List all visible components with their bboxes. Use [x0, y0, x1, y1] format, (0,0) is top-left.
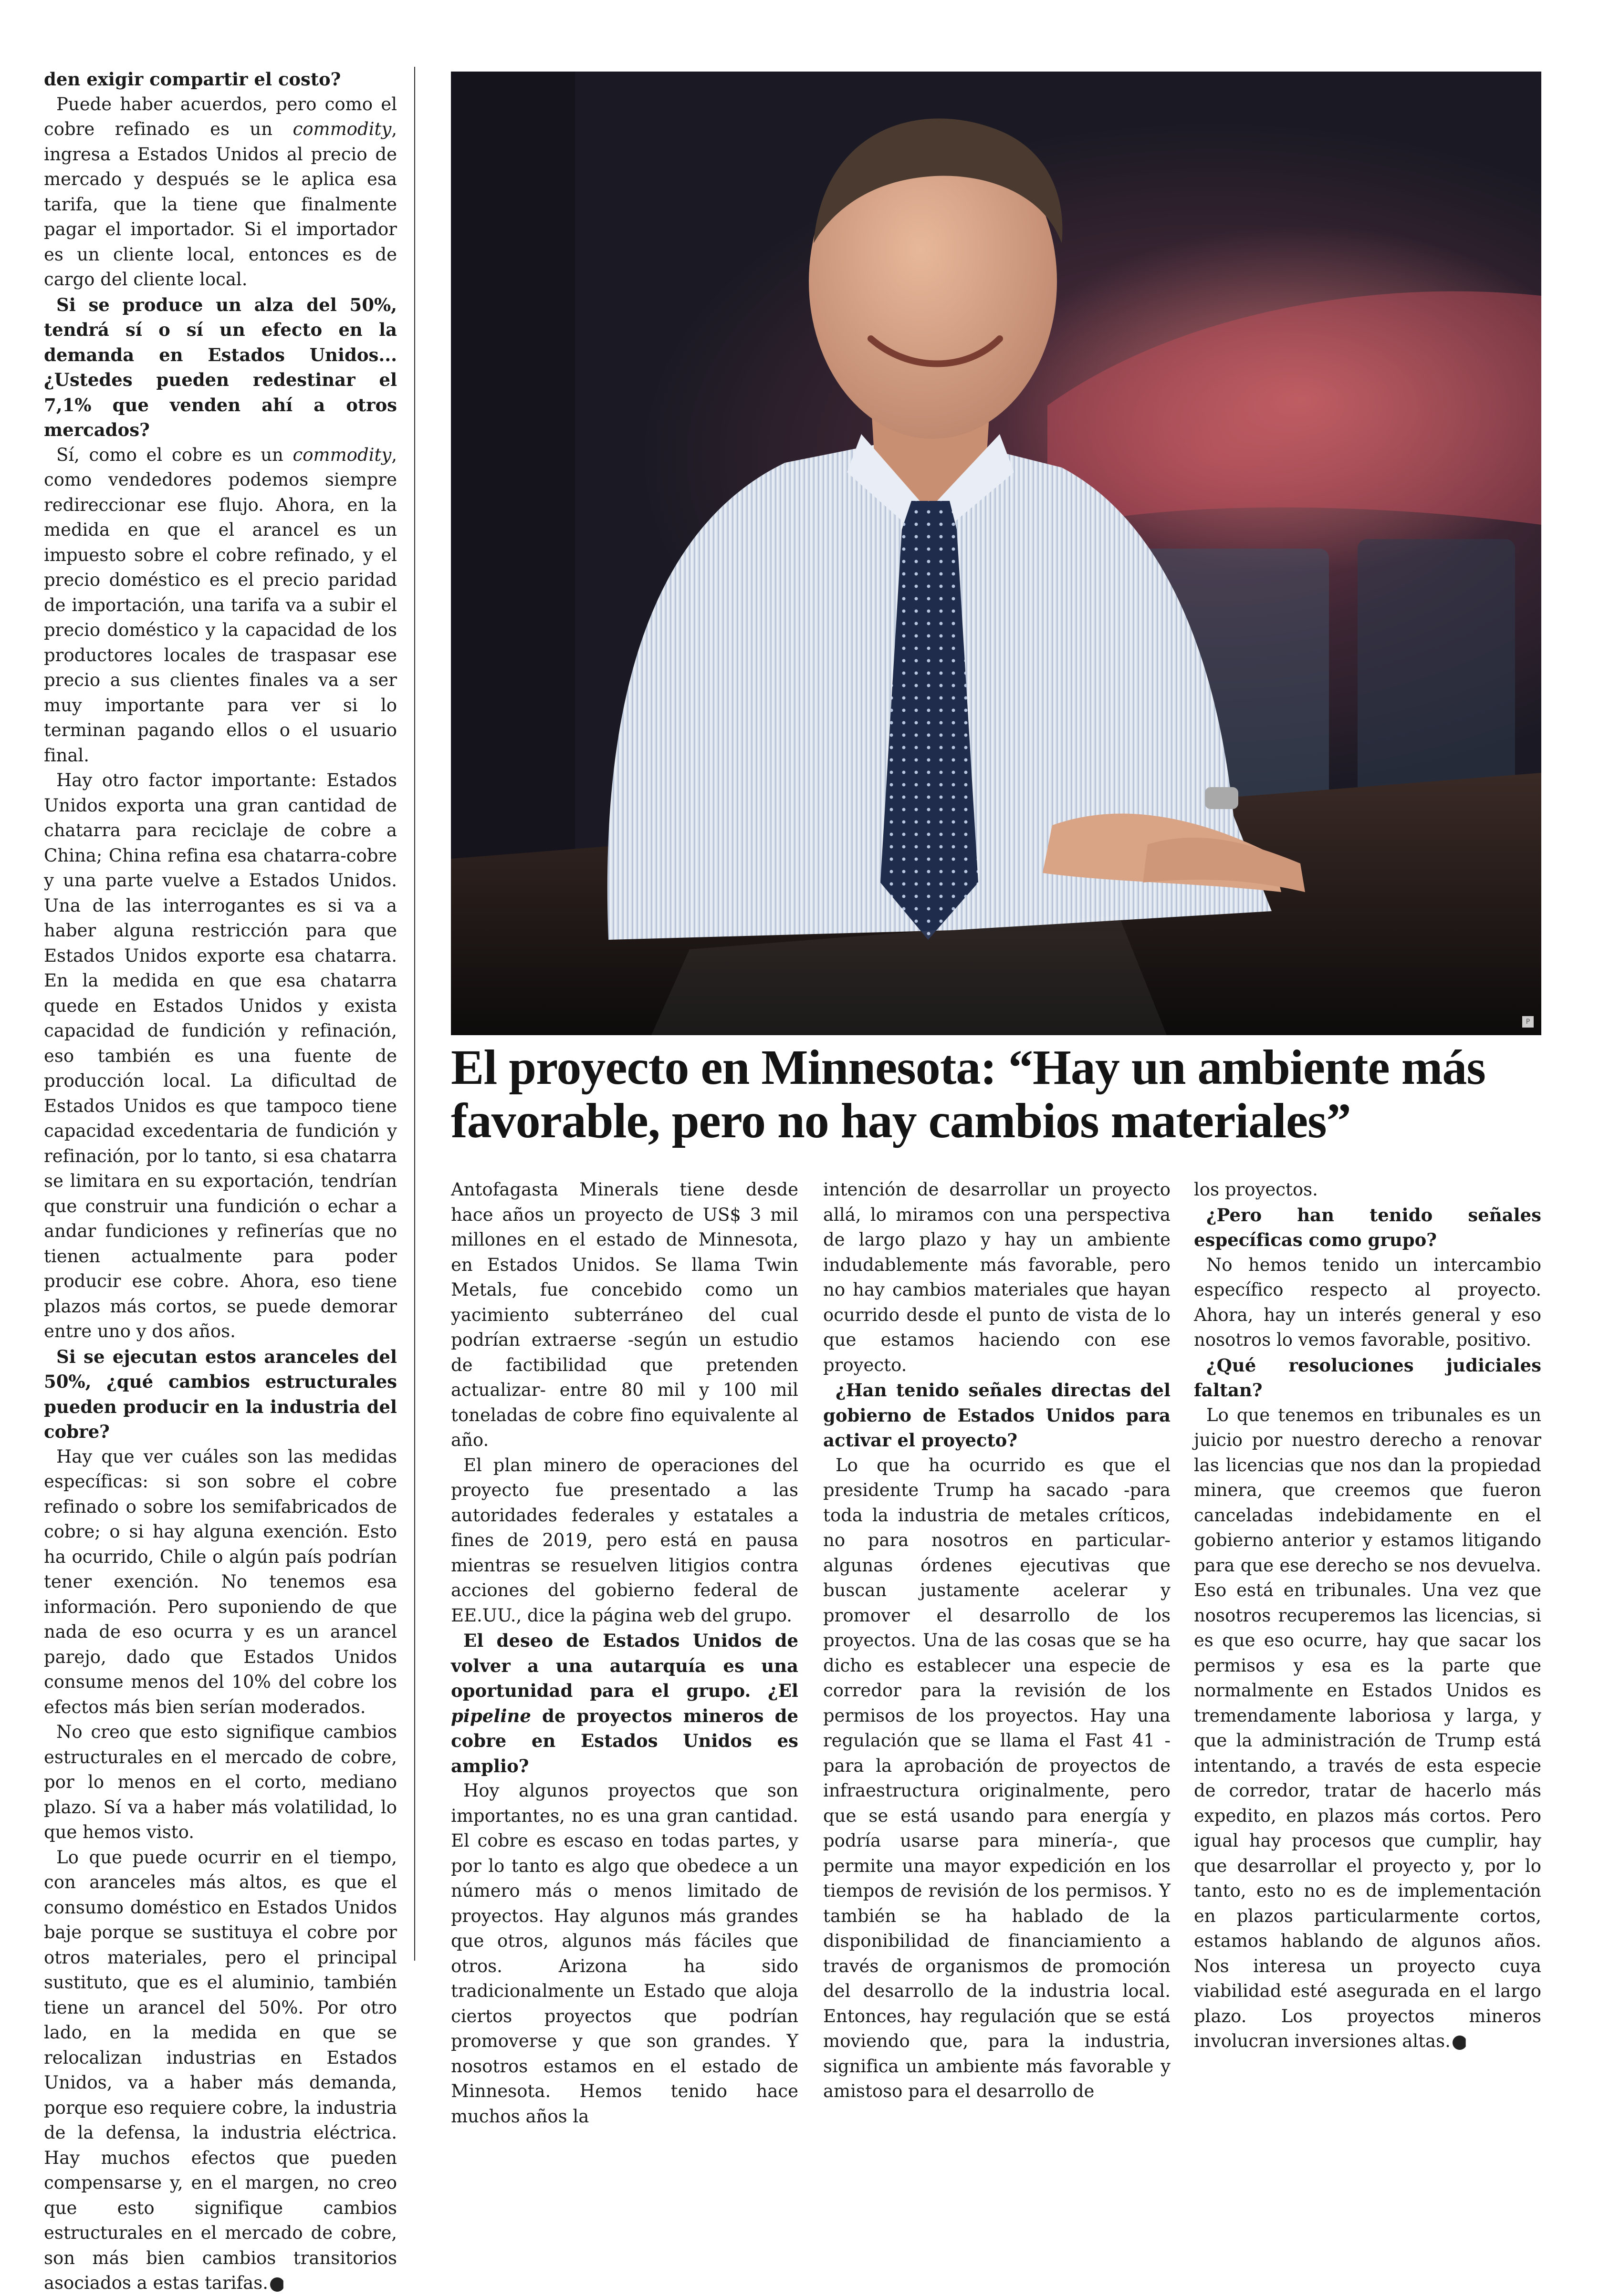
text-run: , como vendedores podemos siempre redireccionar ese flujo. Ahora, en la medida en que el arancel es un impuesto sobre el cobre refinado, y el precio doméstico es el precio paridad de importación, una tarifa va a subir el precio doméstico y la capacidad de los productores locales de traspasar ese precio a sus clientes finales va a ser muy importante para ver si lo terminan pagando ellos o el usuario final.: [44, 444, 397, 766]
text-run: Antofagasta Minerals tiene desde hace años un proyecto de US$ 3 mil millones en el estado de Minnesota, en Estados Unidos. Se llama Twin Metals, fue concebido como un yacimiento subterráneo del cual podrían extraerse -según un estudio de factibilidad que pretenden actualizar- entre 80 mil y 100 mil toneladas de cobre fino equivalente al año.: [451, 1179, 798, 1450]
interview-column-left: [44, 67, 397, 2296]
photo-credit-mark: P: [1522, 1016, 1534, 1028]
interview-question: [44, 292, 397, 443]
article-headline: El proyecto en Minnesota: “Hay un ambiente más favorable, pero no hay cambios materiales”: [451, 1040, 1485, 1148]
question-text: Si se ejecutan estos aranceles del 50%, ¿qué cambios estructurales pueden producir en la industria del cobre?: [44, 1346, 397, 1442]
text-run: Hay otro factor importante: Estados Unidos exporta una gran cantidad de chatarra para reciclaje de cobre a China; China refina esa chatarra-cobre y una parte vuelve a Estados Unidos. Una de las interrogantes es si va a haber alguna restricción para que Estados Unidos exporte esa chatarra. En la medida en que esa chatarra quede en Estados Unidos y exista capacidad de fundición y refinación, eso también es una fuente de producción local. La dificultad de Estados Unidos es que tampoco tiene capacidad excedentaria de fundición y refinación, por lo tanto, si esa chatarra se limitara en su exportación, tendrían que construir una fundición o echar a andar fundiciones y refinerías que no tienen actualmente para poder producir ese cobre. Ahora, eso tiene plazos más cortos, se puede demorar entre uno y dos años.: [44, 770, 397, 1341]
text-run: El plan minero de operaciones del proyecto fue presentado a las autoridades federales y estatales a fines de 2019, pero está en pausa mientras se resuelven litigios contra acciones del gobierno federal de EE.UU., dice la página web del grupo.: [451, 1454, 798, 1626]
interview-answer: [1194, 1253, 1541, 1353]
interview-answer: [823, 1177, 1171, 1378]
interview-question: [44, 1344, 397, 1444]
interview-answer: [451, 1453, 798, 1629]
article-end-icon: P: [270, 2277, 284, 2292]
italic-term: pipeline: [451, 1705, 531, 1726]
question-text: ¿Qué resoluciones judiciales faltan?: [1194, 1354, 1541, 1401]
italic-term: commodity: [293, 119, 392, 139]
text-run: No creo que esto signifique cambios estructurales en el mercado de cobre, por lo menos en el corto, mediano plazo. Sí va a haber más volatilidad, lo que hemos visto.: [44, 1722, 397, 1842]
article-column-4: [1194, 1177, 1541, 2054]
text-run: Lo que ha ocurrido es que el presidente Trump ha sacado -para toda la industria de metales críticos, no para nosotros en particular- algunas órdenes ejecutivas que buscan justamente acelerar y promover el desarrollo de los proyectos. Una de las cosas que se ha dicho es establecer una especie de corredor para la revisión de los permisos de los proyectos. Hay una regulación que se llama el Fast 41 -para la aprobación de proyectos de infraestructura originalmente, pero que se está usando para energía y podría usarse para minería-, que permite una mayor expedición en los tiempos de revisión de los permisos. Y también se ha hablado de la disponibilidad de financiamiento a través de organismos de promoción del desarrollo de la industria local. Entonces, hay regulación que se está moviendo que, para la industria, significa un ambiente más favorable y amistoso para el desarrollo de: [823, 1454, 1171, 2101]
question-text: ¿Pero han tenido señales específicas como grupo?: [1194, 1204, 1541, 1250]
text-run: No hemos tenido un intercambio específico respecto al proyecto. Ahora, hay un interés general y eso nosotros lo vemos favorable, positivo.: [1194, 1254, 1541, 1350]
interview-answer: [1194, 1177, 1541, 1203]
italic-term: commodity: [293, 444, 392, 465]
text-run: El deseo de Estados Unidos de volver a una autarquía es una oportunidad para el grupo. ¿El: [451, 1630, 798, 1701]
text-run: Puede haber acuerdos, pero como el cobre refinado es un: [44, 94, 397, 139]
interview-answer: [44, 443, 397, 769]
question-text: den exigir compartir el costo?: [44, 69, 341, 90]
text-run: Lo que puede ocurrir en el tiempo, con aranceles más altos, es que el consumo doméstico en Estados Unidos baje porque se sustituya el cobre por otros materiales, pero el principal sustituto, que es el aluminio, también tiene un arancel del 50%. Por otro lado, en la medida en que se relocalizan industrias en Estados Unidos, va a haber más demanda, porque eso requiere cobre, la industria de la defensa, la industria eléctrica. Hay muchos efectos que pueden compensarse y, en el margen, no creo que esto signifique cambios estructurales en el mercado de cobre, son más bien cambios transitorios asociados a estas tarifas.: [44, 1847, 397, 2293]
column-divider: [414, 67, 415, 1961]
text-run: Hoy algunos proyectos que son importantes, no es una gran cantidad. El cobre es escaso en todas partes, y por lo tanto es algo que obedece a un número más o menos limitado de proyectos. Hay algunos más grandes que otros, algunos más fáciles que otros. Arizona ha sido tradicionalmente un Estado que aloja ciertos proyectos que podrían promoverse y que son grandes. Y nosotros estamos en el estado de Minnesota. Hemos tenido hace muchos años la: [451, 1780, 798, 2127]
interview-answer: [44, 1444, 397, 1720]
interview-answer: [451, 1778, 798, 2129]
interview-answer: [451, 1177, 798, 1453]
interview-question: [823, 1378, 1171, 1453]
text-run: intención de desarrollar un proyecto allá, lo miramos con una perspectiva de largo plazo y hay un ambiente indudablemente más favorable, pero no hay cambios materiales que hayan ocurrido desde el punto de vista de lo que estamos haciendo con ese proyecto.: [823, 1179, 1171, 1375]
executive-portrait-illustration: [451, 72, 1541, 1035]
article-column-3: [823, 1177, 1171, 2104]
question-text: ¿Han tenido señales directas del gobierno de Estados Unidos para activar el proyecto?: [823, 1380, 1171, 1451]
text-run: , ingresa a Estados Unidos al precio de mercado y después se le aplica esa tarifa, que la tiene que finalmente pagar el importador. Si el importador es un cliente local, entonces es de cargo del cliente local.: [44, 119, 397, 290]
interview-question: [44, 67, 397, 92]
interview-question: [1194, 1203, 1541, 1253]
interview-answer: [44, 1720, 397, 1845]
interview-question: [451, 1628, 798, 1778]
interview-answer: [44, 1845, 397, 2296]
text-run: Sí, como el cobre es un: [56, 444, 293, 465]
text-run: de proyectos mineros de cobre en Estados Unidos es amplio?: [451, 1705, 798, 1777]
portrait-photo: [451, 72, 1541, 1035]
interview-answer: [44, 768, 397, 1344]
interview-answer: [44, 92, 397, 292]
interview-question: [1194, 1353, 1541, 1403]
interview-answer: [1194, 1403, 1541, 2054]
text-run: los proyectos.: [1194, 1179, 1318, 1200]
text-run: Lo que tenemos en tribunales es un juicio por nuestro derecho a renovar las licencias que nos dan la propiedad minera, que creemos que fueron canceladas indebidamente en el gobierno anterior y estamos litigando para que ese derecho se nos devuelva. Eso está en tribunales. Una vez que nosotros recuperemos las licencias, si es que eso ocurre, hay que sacar los permisos y esa es la parte que normalmente en Estados Unidos es tremendamente laboriosa y larga, y que la administración de Trump está intentando, a través de esta especie de corredor, tratar de hacerlo más expedito, en plazos más cortos. Pero igual hay procesos que cumplir, hay que desarrollar el proyecto y, por lo tanto, esto no es de implementación en plazos particularmente cortos, estamos hablando de algunos años. Nos interesa un proyecto cuya viabilidad esté asegurada en el largo plazo. Los proyectos mineros involucran inversiones altas.: [1194, 1404, 1541, 2051]
interview-answer: [823, 1453, 1171, 2104]
article-column-2: [451, 1177, 798, 2129]
question-text: Si se produce un alza del 50%, tendrá sí o sí un efecto en la demanda en Estados Unidos... ¿Ustedes pueden redestinar el 7,1% que venden ahí a otros mercados?: [44, 294, 397, 440]
article-end-icon: P: [1453, 2036, 1467, 2050]
text-run: Hay que ver cuáles son las medidas específicas: si son sobre el cobre refinado o sobre los semifabricados de cobre; o si hay alguna exención. Esto ha ocurrido, Chile o algún país podrían tener exención. No tenemos esa información. Pero suponiendo de que nada de eso ocurra y es un arancel parejo, dado que Estados Unidos consume menos del 10% del cobre los efectos más bien serían moderados.: [44, 1446, 397, 1717]
